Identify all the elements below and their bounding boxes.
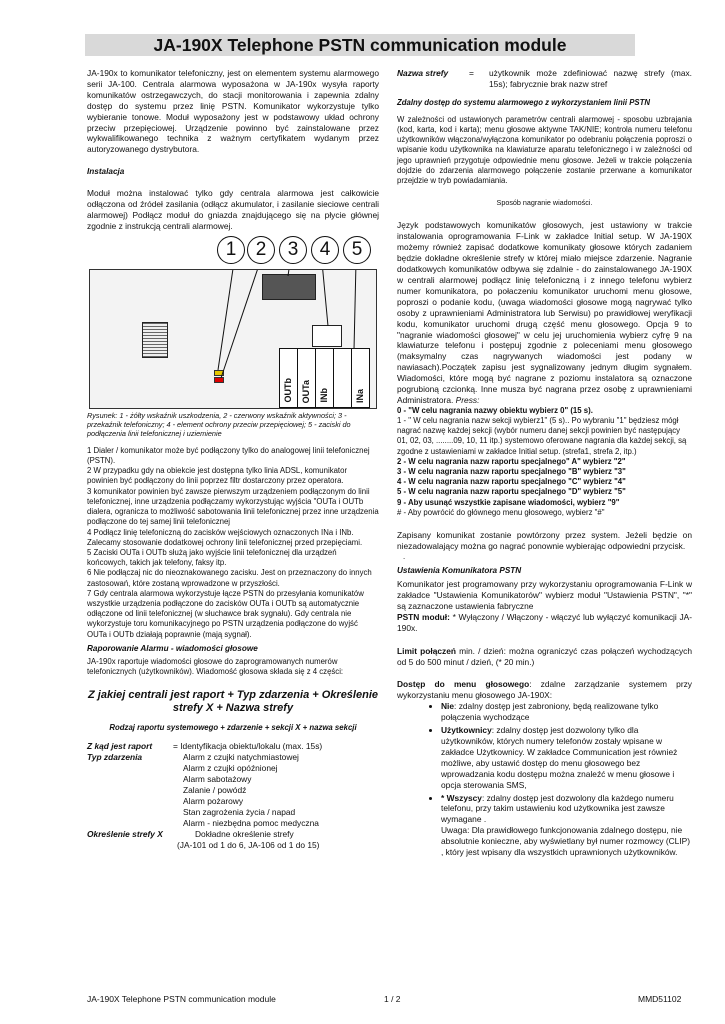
settings-heading: Ustawienia Komunikatora PSTN — [397, 566, 522, 576]
call-limit-setting: Limit połączeń min. / dzień: można ograniczyć czas połączeń wychodzących od 5 do 500 minut / dzień, (* 20 min.) — [397, 645, 692, 667]
note-item: 2 W przypadku gdy na obiekcie jest dostępna tylko linia ADSL, komunikator powinien być podłączony do linii poprzez filtr dostarczony przez operatora. — [87, 466, 348, 486]
footer-page-number: 1 / 2 — [384, 994, 401, 1004]
recording-option: # - Aby powrócić do głównego menu głosowego, wybierz "#" — [397, 507, 605, 517]
callout-3: 3 — [279, 236, 307, 264]
figure-caption: Rysunek: 1 - żółty wskaźnik uszkodzenia, 2 - czerwony wskaźnik aktywności; 3 - przekaźnik telefoniczny; 4 - element ochrony przeciw przepięciowej; 5 - zaciski do podłączenia linii telefonicznej i uziemienie — [87, 410, 351, 438]
right-column — [397, 68, 692, 860]
terminal-ina: INa — [351, 348, 370, 408]
note-item: 7 Gdy centrala alarmowa wykorzystuje łącze PSTN do przesyłania komunikatów wszystkie urządzenia podłączone do zacisków OUTa i OUTb są automatycznie odłączone od linii telefonicznej (w słuchawce brak sygnału). Gdy centrala nie wykorzystuje toru komunikacyjnego po PSTN urządzenia podłączone do wyjść OUTa i OUTb działają poprawnie (mają sygnał). — [87, 588, 364, 639]
footer-title: JA-190X Telephone PSTN communication module — [87, 994, 276, 1004]
intro-paragraph: JA-190x to komunikator telefoniczny, jest on elementem systemu alarmowego serii JA-100. Centrala alarmowa wyposażona w JA-190x wysyła raporty komunikatów ostrzegawczych, do stacji monitorowania i zapewnia zdalny dostęp do systemu przez linię PSTN. Komunikator wykorzystuje tylko wybieranie tonowe. Moduł wyposażony jest w podstawowy układ ochrony przeciw przepięciowej. Urządzenie powinno być zainstalowane przez wykwalifikowanego technika z ważnym certyfikatem wydanym przez autoryzowanego dystrybutora. — [87, 68, 379, 155]
note-item: 3 komunikator powinien być zawsze pierwszym urządzeniem podłączonym do linii telefonicznej, inne urządzenia podłączamy wykorzystując wyjścia "OUTa i OUTb dialera, ogranicza to możliwość sabotowania linii telefonicznej przez inne urządzenia podłączone do tej samej linii telefonicznej — [87, 486, 379, 527]
definition-source: Z kąd jest raport = Identyfikacja obiektu/lokalu (max. 15s) — [87, 741, 323, 752]
event-list — [87, 763, 379, 828]
footer-doc-code: MMD51102 — [638, 994, 682, 1004]
zone-name-definition: Nazwa strefy = użytkownik może zdefiniować nazwę strefy (max. 15s); fabrycznie brak nazw stref — [397, 68, 692, 89]
note-item: 6 Nie podłączaj nic do nieoznakowanego zacisku. Jest on przeznaczony do innych zastosowań, które zostaną wprowadzone w przyszłości. — [87, 568, 372, 588]
list-item: • * Wszyscy: zdalny dostęp jest dozwolony dla każdego numeru telefonu, przy takim ustawieniu kod użytkownika jest zawsze wymagane . Uwaga: Dla prawidłowego funkcjonowania zdalnego dostępu, nie absolutnie konieczne, aby wyświetlany był numer rozmowcy (CLIP) , który jest wpisany dla wszystkich uprawnionych użytkowników. — [441, 793, 692, 858]
terminal-outa: OUTa — [297, 348, 316, 408]
callout-5: 5 — [343, 236, 371, 264]
recording-option: 0 - "W celu nagrania nazwy obiektu wybierz 0" (15 s). — [397, 405, 593, 415]
remote-access-heading: Zdalny dostęp do systemu alarmowego z wykorzystaniem linii PSTN — [397, 97, 651, 107]
message-format-subheading: Rodzaj raportu systemowego + zdarzenie + sekcji X + nazwa sekcji — [109, 723, 357, 733]
note-item: 5 Zaciski OUTa i OUTb służą jako wyjście linii telefonicznej dla urządzeń końcowych, takich jak telefony, faksy itp. — [87, 547, 337, 568]
access-options-list — [397, 701, 692, 858]
reporting-text: JA-190x raportuje wiadomości głosowe do zaprogramowanych numerów telefonicznych (użytkowników). Wiadomość głosowa składa się z 4 części: — [87, 656, 344, 676]
terminal-inb: INb — [315, 348, 334, 408]
recording-option: 5 - W celu nagrania nazw raportu specjalnego "D" wybierz "5" — [397, 487, 626, 497]
event-item: Alarm sabotażowy — [183, 774, 252, 785]
installation-text: Moduł można instalować tylko gdy centrala alarmowa jest całkowicie odłączona od źródeł zasilania (odłącz akumulator, i zasilanie sieciowe centrali alarmowej) Podłącz moduł do gniazda znajdującego się na płycie głównej zgodnie z instrukcją centrali alarmowej. — [87, 188, 379, 231]
definition-event-type: Typ zdarzenia Alarm z czujki natychmiastowej — [87, 752, 299, 763]
module-figure — [87, 236, 377, 411]
terminal-outb: OUTb — [279, 348, 298, 408]
recording-option: 9 - Aby usunąć wszystkie zapisane wiadomości, wybierz "9" — [397, 497, 620, 507]
page-title: JA-190X Telephone PSTN communication module — [85, 34, 635, 56]
settings-text: Komunikator jest programowany przy wykorzystaniu oprogramowania F-Link w zakładce "Ustawienia Komunikatorów" wybierz moduł "Ustawienia PSTN", "*" są zaznaczone ustawienia fabryczne — [397, 579, 692, 611]
event-item: Alarm z czujki opóźnionej — [183, 763, 278, 774]
recording-heading: Sposób nagranie wiadomości. — [496, 198, 593, 208]
callout-4: 4 — [311, 236, 339, 264]
note-item: 1 Dialer / komunikator może być podłączony tylko do analogowej linii telefonicznej (PSTN). — [87, 445, 370, 466]
definition-zone: Określenie strefy X Dokładne określenie strefy — [87, 828, 294, 839]
zone-range: (JA-101 od 1 do 6, JA-106 od 1 do 15) — [177, 839, 320, 850]
installation-heading: Instalacja — [87, 167, 125, 177]
recording-option: 3 - W celu nagrania nazw raportu specjalnego "B" wybierz "3" — [397, 467, 626, 477]
stray-dot: . — [403, 551, 406, 561]
callout-2: 2 — [247, 236, 275, 264]
module-setting: PSTN moduł: * Wyłączony / Włączony - włączyć lub wyłączyć komunikacji JA-190x. — [397, 611, 693, 633]
event-item: Alarm - niezbędna pomoc medyczna — [183, 817, 319, 828]
reporting-heading: Raporowanie Alarmu - wiadomości głosowe — [87, 643, 258, 653]
message-format-heading: Z jakiej centrali jest raport + Typ zdarzenia + Określenie strefy X + Nazwa strefy — [88, 689, 378, 715]
left-column — [87, 68, 379, 850]
list-item: • Nie: zdalny dostęp jest zabroniony, będą realizowane tylko połączenia wychodzące — [441, 701, 692, 723]
remote-access-text: W zależności od ustawionych parametrów centrali alarmowej - sposobu uzbrajania (kod, karta, kod i karta); menu głosowe aktywne TAK/NIE; kontrola numeru telefonu użytkowników włączona/wyłączona komunikator po odebraniu połączenia poproszi o wpisanie kodu użytkownika na klawiaturze aparatu telefonicznego i w zależności od jego uprawnień przygotuje odpowiednie menu głosowe. Jeżeli w trakcie połączenia dojdzie do zdarzenia alarmowego połączenie zostanie przerwane a komunikator przejdzie w tryb powiadamiania. — [397, 114, 692, 186]
event-item: Alarm pożarowy — [183, 795, 244, 806]
recording-option: 4 - W celu nagrania nazw raportu specjalnego "C" wybierz "4" — [397, 477, 626, 487]
installation-notes — [87, 446, 379, 640]
list-item: • Użytkownicy: zdalny dostęp jest dozwolony tylko dla użytkowników, których numery telefonów zostały wpisane w zakładce Użytkownicy. W zakładce Communication jest również możliwe, aby ustawić dostęp do menu głosowego bez wprowadzania kodu dostępu można znaleźć w menu głosowe i opcja sterowania SMS, — [441, 725, 692, 790]
note-item: 4 Podłącz linię telefoniczną do zacisków wejściowych oznaczonych INa i INb. Zalecamy stosowanie dodatkowej ochrony linii telefonicznej przed przepięciami. — [87, 527, 363, 547]
terminal-unmarked — [333, 348, 352, 408]
recording-options — [397, 406, 692, 518]
event-item: Zalanie / powódź — [183, 784, 247, 795]
recording-option: 1 - " W celu nagrania nazw sekcji wybierz1" (5 s).. Po wybraniu "1" będziesz mógł nagrać nazwę każdej sekcji (wybór numeru danej sekcji powinien być następujący 01, 02, 03, ........09, 10, 11 itp.) systemowo oferowane nagrania dla każdej sekcji, są zgodne z ustawieniami w zakładce Initial setup. (strefa1, strefa 2, itp.) — [397, 416, 687, 456]
recording-text: Język podstawowych komunikatów głosowych, jest ustawiony w trakcie instalowania oprogramowania F-Link w zakładce Initial setup. W JA-190X możemy również zapisać dodatkowe komunikaty głosowe których zadaniem będzie dokładne określenie strefy w której miało miejsce zdarzenie. Nagranie dodatkowych komunikatów odbywa się zdalnie - do zainstalowanego JA-190X w centrali alarmowej podłącz linię telefoniczną i z innego telefonu wybierz numer komunikatora, po połaczeniu komunikator uruchomi menu głosowe, poproszi o podanie kodu, (uwaga wiadomości głosowe mogą nagrywać tylko osoby z uprawnieniami Administratora lub Serwisu) po prawidłowej weryfikacji kodu, komunikator uruchomi drugą część menu głosowego. Opcja 9 to "nagranie wiadomości głosowej" w celu jej uruchomienia wybierz cyfrę 9 na klawiaturze telefonu i postępuj zgodnie z poleceniami menu głosowego (maksymalny czas nagrywanych wiadomości jest podany w nawiasach).Początek zapisu jest sygnalizowany jednym długim sygnałem. Wiadomości, które mogą być nagrane z poziomu instalatora są oznaczone pogrubioną czcionką. Inne musza być nagrana przez osobę z uprawnieniami Administratora. Press: — [397, 220, 692, 405]
event-item: Stan zagrożenia życia / napad — [183, 806, 296, 817]
voice-menu-access-setting: Dostęp do menu głosowego: zdalne zarządzanie systemem przy wykorzystaniu menu głosowego JA-190X: — [397, 679, 692, 701]
recording-option: 2 - W celu nagrania nazw raportu specjalnego" A" wybierz "2" — [397, 456, 626, 466]
callout-1: 1 — [217, 236, 245, 264]
repeat-text: Zapisany komunikat zostanie powtórzony przez system. Jeżeli będzie on niezadowalający można go nagrać ponownie wybierając odpowiedni przycisk. — [397, 530, 692, 551]
